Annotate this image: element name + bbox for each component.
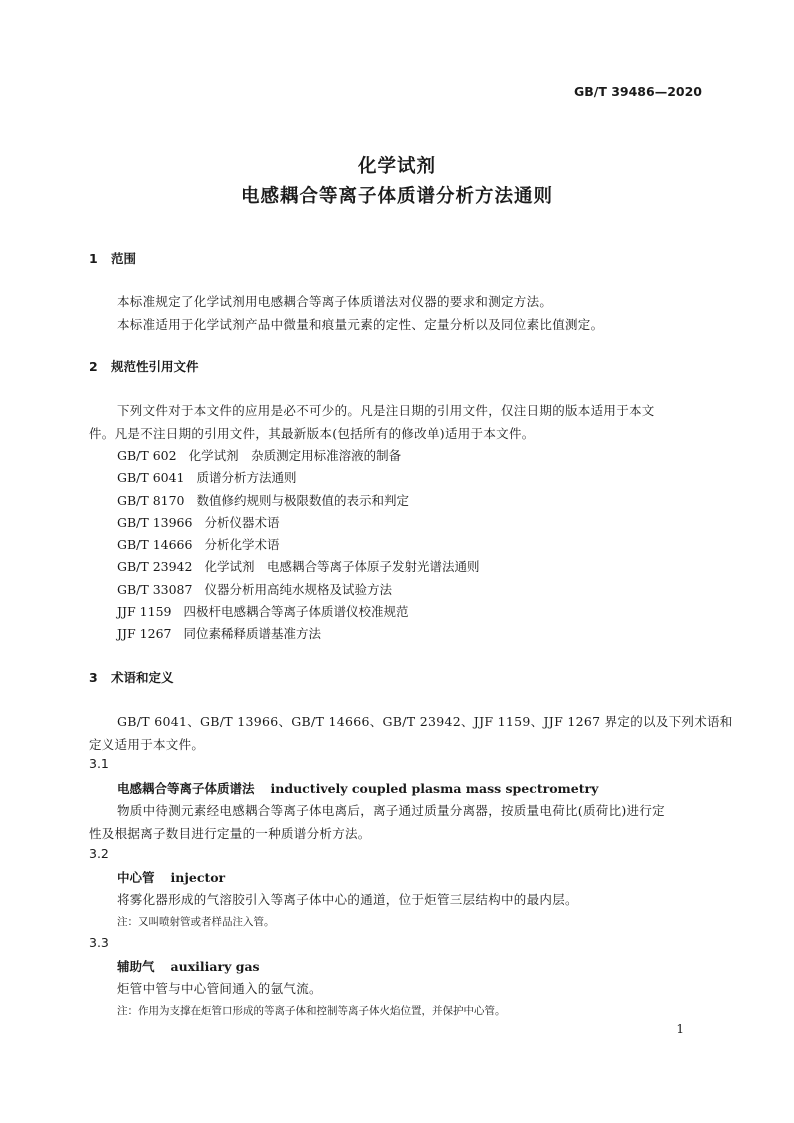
reference-code: JJF 1267	[117, 626, 172, 641]
paragraph-continuation: 件。凡是不注日期的引用文件，其最新版本(包括所有的修改单)适用于本文件。	[89, 426, 535, 441]
title-line-2: 电感耦合等离子体质谱分析方法通则	[240, 186, 553, 207]
term-entry	[117, 779, 598, 797]
term-definition: 炬管中管与中心管间通入的氩气流。	[117, 981, 322, 996]
term-english: injector	[170, 870, 226, 885]
reference-item	[117, 513, 279, 531]
section-title: 规范性引用文件	[111, 359, 199, 374]
paragraph: 下列文件对于本文件的应用是必不可少的。凡是注日期的引用文件，仅注日期的版本适用于本文	[117, 403, 655, 418]
term-entry	[117, 868, 225, 886]
reference-item	[117, 602, 409, 620]
reference-item	[117, 535, 279, 553]
term-chinese: 电感耦合等离子体质谱法	[117, 781, 255, 796]
reference-title: 同位素稀释质谱基准方法	[183, 626, 321, 641]
reference-title: 化学试剂 电感耦合等离子体原子发射光谱法通则	[204, 559, 480, 574]
term-chinese: 中心管	[117, 870, 155, 885]
section-number: 2	[89, 359, 98, 374]
term-entry	[117, 957, 260, 975]
reference-code: JJF 1159	[117, 604, 172, 619]
page-number: 1	[676, 1022, 684, 1036]
reference-item	[117, 580, 392, 598]
term-definition-continuation: 性及根据离子数目进行定量的一种质谱分析方法。	[89, 826, 371, 841]
reference-item	[117, 557, 479, 575]
section-number: 3	[89, 670, 98, 685]
reference-item	[117, 446, 401, 464]
section-3-heading	[89, 668, 174, 686]
reference-code: GB/T 14666	[117, 537, 193, 552]
reference-code: GB/T 13966	[117, 515, 193, 530]
paragraph: 本标准规定了化学试剂用电感耦合等离子体质谱法对仪器的要求和测定方法。	[117, 294, 553, 309]
reference-item	[117, 468, 297, 486]
clause-number: 3.2	[89, 846, 109, 861]
reference-code: GB/T 602	[117, 448, 177, 463]
standard-number: GB/T 39486—2020	[573, 84, 702, 99]
paragraph: 本标准适用于化学试剂产品中微量和痕量元素的定性、定量分析以及同位素比值测定。	[117, 317, 604, 332]
clause-number: 3.3	[89, 935, 109, 950]
reference-code: GB/T 8170	[117, 493, 185, 508]
reference-title: 化学试剂 杂质测定用标准溶液的制备	[188, 448, 402, 463]
term-note: 注：又叫喷射管或者样品注入管。	[117, 916, 275, 928]
reference-title: 分析化学术语	[204, 537, 280, 552]
clause-number: 3.1	[89, 756, 109, 771]
section-2-heading	[89, 357, 199, 375]
reference-code: GB/T 6041	[117, 470, 185, 485]
title-line-1: 化学试剂	[357, 156, 436, 177]
reference-item	[117, 491, 409, 509]
section-title: 范围	[111, 251, 137, 266]
term-english: inductively coupled plasma mass spectrometry	[270, 781, 599, 796]
term-definition: 将雾化器形成的气溶胶引入等离子体中心的通道，位于炬管三层结构中的最内层。	[117, 892, 578, 907]
reference-code: GB/T 23942	[117, 559, 193, 574]
term-definition: 物质中待测元素经电感耦合等离子体电离后，离子通过质量分离器，按质量电荷比(质荷比)进行定	[117, 803, 665, 818]
reference-title: 分析仪器术语	[204, 515, 280, 530]
reference-title: 质谱分析方法通则	[196, 470, 297, 485]
section-1-heading	[89, 249, 136, 267]
term-english: auxiliary gas	[170, 959, 260, 974]
section-number: 1	[89, 251, 98, 266]
section-title: 术语和定义	[111, 670, 174, 685]
reference-title: 仪器分析用高纯水规格及试验方法	[204, 582, 392, 597]
reference-item	[117, 624, 321, 642]
reference-title: 四极杆电感耦合等离子体质谱仪校准规范	[183, 604, 409, 619]
term-chinese: 辅助气	[117, 959, 155, 974]
reference-code: GB/T 33087	[117, 582, 193, 597]
reference-title: 数值修约规则与极限数值的表示和判定	[196, 493, 410, 508]
paragraph: GB/T 6041、GB/T 13966、GB/T 14666、GB/T 23942、JJF 1159、JJF 1267 界定的以及下列术语和	[117, 714, 733, 729]
paragraph-continuation: 定义适用于本文件。	[89, 737, 205, 752]
term-note: 注：作用为支撑在炬管口形成的等离子体和控制等离子体火焰位置，并保护中心管。	[117, 1005, 506, 1017]
